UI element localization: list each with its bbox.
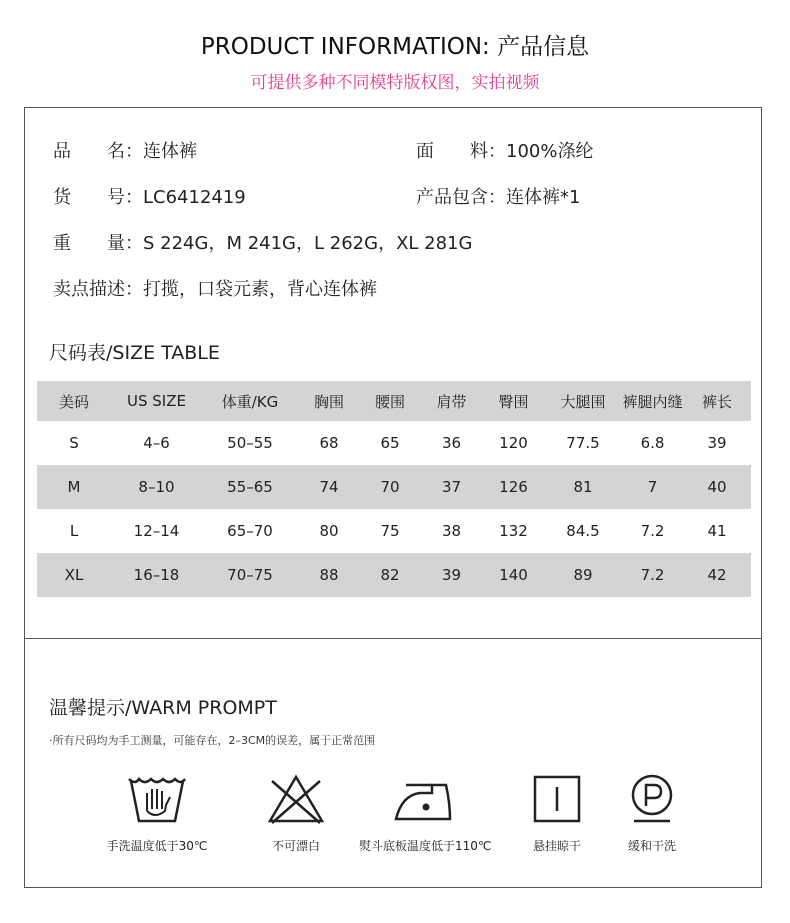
column-header: 美码 <box>37 381 111 421</box>
care-item-dry-clean <box>587 773 717 854</box>
fabric-value: 100%涤纶 <box>506 141 594 162</box>
table-cell: 75 <box>380 522 400 540</box>
table-row <box>37 421 751 465</box>
table-cell: 88 <box>298 553 360 597</box>
measurement-note: ·所有尺码均为手工测量，可能存在，2–3CM的误差，属于正常范围 <box>49 734 376 747</box>
table-cell: 65–70 <box>227 522 273 540</box>
column-header: 腰围 <box>360 381 420 421</box>
table-cell: 36 <box>441 434 462 452</box>
table-cell: 7.2 <box>640 522 665 540</box>
table-cell: M <box>37 465 111 509</box>
column-header: 臀围 <box>483 381 544 421</box>
name-value: 连体裤 <box>143 141 197 162</box>
page-subtitle: 可提供多种不同模特版权图，实拍视频 <box>250 73 540 93</box>
includes-label: 产品包含： <box>416 187 506 208</box>
table-cell: 70–75 <box>202 553 298 597</box>
table-cell: 4–6 <box>143 434 170 452</box>
sku-value: LC6412419 <box>143 187 246 208</box>
dry-clean-p-icon <box>620 773 684 827</box>
hang-dry-icon <box>525 773 589 827</box>
table-cell: S <box>69 434 79 452</box>
care-label: 手洗温度低于30℃ <box>106 839 208 853</box>
table-cell: 40 <box>683 465 751 509</box>
includes-value: 连体裤*1 <box>506 187 581 208</box>
care-item-no-bleach <box>231 773 361 854</box>
table-cell: 81 <box>544 465 622 509</box>
table-cell: 126 <box>483 465 544 509</box>
name-label: 品 名： <box>53 141 143 162</box>
info-fabric <box>416 137 593 163</box>
table-cell: L <box>69 522 79 540</box>
table-row <box>37 509 751 553</box>
table-cell: 84.5 <box>566 522 600 540</box>
care-label: 熨斗底板温度低于110℃ <box>359 839 492 853</box>
table-cell: 74 <box>298 465 360 509</box>
table-cell: 68 <box>319 434 339 452</box>
column-header: US SIZE <box>111 381 202 421</box>
iron-icon <box>392 773 456 827</box>
info-sku <box>53 183 246 209</box>
table-cell: 55–65 <box>202 465 298 509</box>
table-cell: 39 <box>420 553 483 597</box>
column-header: 裤腿内缝 <box>622 381 683 421</box>
weight-value: S 224G，M 241G，L 262G，XL 281G <box>143 233 473 254</box>
table-cell: 38 <box>441 522 462 540</box>
size-table-heading: 尺码表/SIZE TABLE <box>49 342 220 364</box>
sku-label: 货 号： <box>53 187 143 208</box>
column-header: 大腿围 <box>544 381 622 421</box>
table-cell: 7 <box>622 465 683 509</box>
info-includes <box>416 183 580 209</box>
table-cell: 7.2 <box>622 553 683 597</box>
care-item-iron <box>359 773 492 854</box>
selling-label: 卖点描述： <box>53 279 143 300</box>
table-cell: 80 <box>319 522 339 540</box>
table-cell: 77.5 <box>566 434 600 452</box>
size-table-header-row <box>37 381 751 421</box>
column-header: 胸围 <box>298 381 360 421</box>
care-item-hand-wash <box>92 773 222 854</box>
column-header: 肩带 <box>420 381 483 421</box>
no-bleach-icon <box>264 773 328 827</box>
info-weight <box>53 229 472 255</box>
size-table <box>37 381 751 597</box>
table-cell: XL <box>37 553 111 597</box>
table-cell: 37 <box>420 465 483 509</box>
column-header: 体重/KG <box>202 381 298 421</box>
care-label: 缓和干洗 <box>627 839 676 853</box>
table-cell: 12–14 <box>133 522 180 540</box>
table-cell: 120 <box>499 434 528 452</box>
column-header: 裤长 <box>683 381 751 421</box>
warm-prompt-panel <box>24 638 762 888</box>
table-cell: 70 <box>360 465 420 509</box>
table-cell: 89 <box>544 553 622 597</box>
table-cell: 16–18 <box>111 553 202 597</box>
warm-prompt-heading: 温馨提示/WARM PROMPT <box>49 697 277 719</box>
care-label: 不可漂白 <box>271 839 320 853</box>
selling-value: 打揽，口袋元素，背心连体裤 <box>143 279 377 300</box>
table-row <box>37 465 751 509</box>
table-cell: 140 <box>483 553 544 597</box>
table-cell: 65 <box>380 434 400 452</box>
table-cell: 50–55 <box>227 434 273 452</box>
info-name <box>53 137 197 163</box>
fabric-label: 面 料： <box>416 141 506 162</box>
info-selling-points <box>53 275 377 301</box>
table-cell: 8–10 <box>111 465 202 509</box>
hand-wash-icon <box>125 773 189 827</box>
table-cell: 42 <box>683 553 751 597</box>
page-title: PRODUCT INFORMATION: 产品信息 <box>200 34 590 60</box>
table-cell: 132 <box>499 522 528 540</box>
table-cell: 6.8 <box>640 434 665 452</box>
table-row <box>37 553 751 597</box>
table-cell: 82 <box>360 553 420 597</box>
table-cell: 39 <box>707 434 727 452</box>
product-info-panel <box>24 107 762 639</box>
weight-label: 重 量： <box>53 233 143 254</box>
table-cell: 41 <box>707 522 727 540</box>
care-label: 悬挂晾干 <box>532 839 581 853</box>
